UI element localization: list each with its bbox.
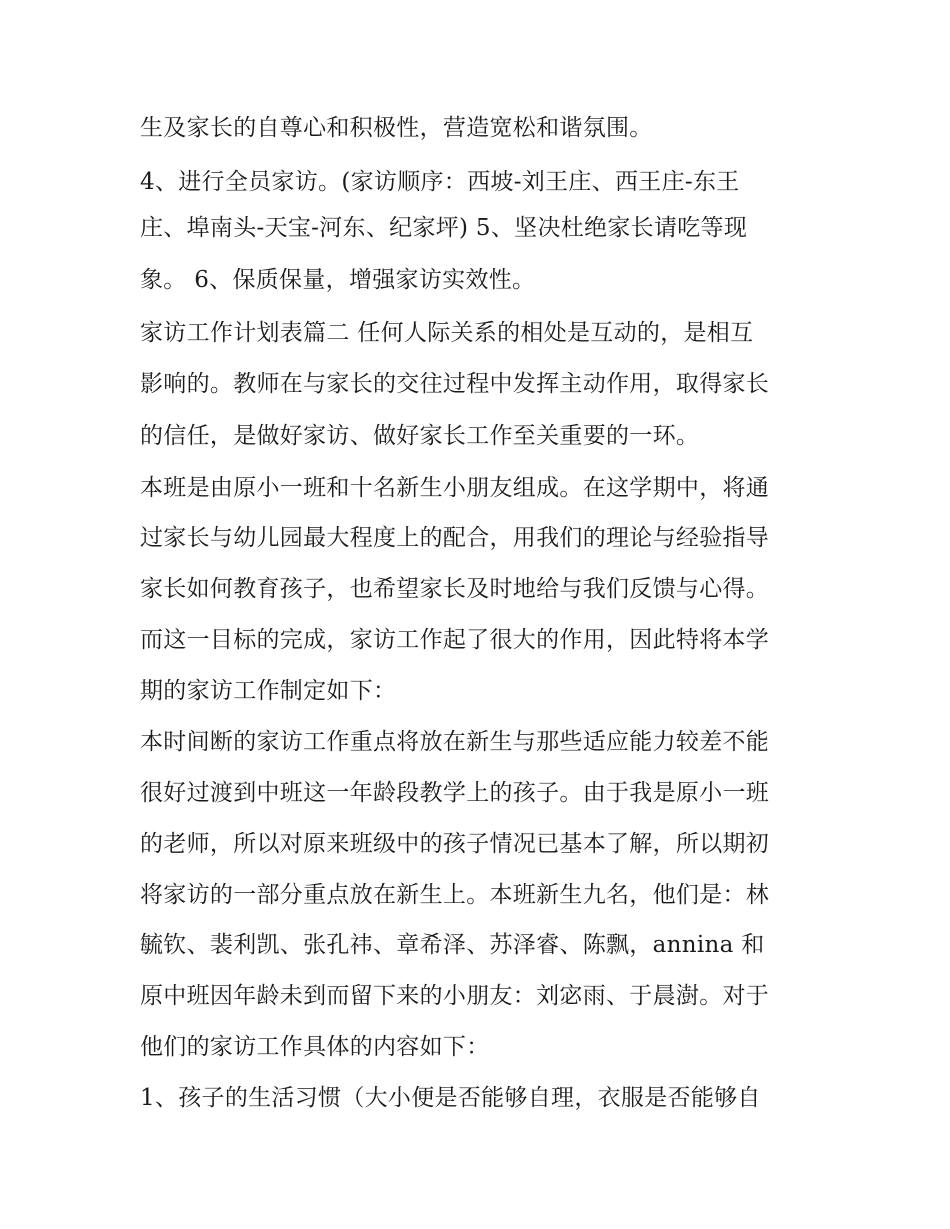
text-line: 本时间断的家访工作重点将放在新生与那些适应能力较差不能 [140, 729, 770, 755]
text-line: 过家长与幼儿园最大程度上的配合，用我们的理论与经验指导 [140, 525, 770, 551]
text-line: 4、进行全员家访。(家访顺序：西坡-刘王庄、西王庄-东王 [140, 169, 740, 195]
text-line: 他们的家访工作具体的内容如下： [140, 1034, 490, 1060]
text-line: 毓钦、裴利凯、张孔祎、章希泽、苏泽睿、陈飘，annina 和 [140, 932, 765, 958]
text-line: 的信任，是做好家访、做好家长工作至关重要的一环。 [140, 423, 700, 449]
text-line: 家访工作计划表篇二 任何人际关系的相处是互动的，是相互 [140, 320, 754, 346]
text-line: 家长如何教育孩子，也希望家长及时地给与我们反馈与心得。 [140, 576, 770, 602]
text-line: 原中班因年龄未到而留下来的小朋友：刘宓雨、于晨澍。对于 [140, 983, 770, 1009]
text-line: 本班是由原小一班和十名新生小朋友组成。在这学期中，将通 [140, 475, 770, 501]
text-line: 庄、埠南头-天宝-河东、纪家坪) 5、坚决杜绝家长请吃等现 [140, 215, 748, 241]
text-line: 期的家访工作制定如下： [140, 678, 397, 704]
text-line: 而这一目标的完成，家访工作起了很大的作用，因此特将本学 [140, 627, 770, 653]
text-line: 生及家长的自尊心和积极性，营造宽松和谐氛围。 [140, 115, 653, 141]
text-line: 的老师，所以对原来班级中的孩子情况已基本了解，所以期初 [140, 831, 770, 857]
text-line: 影响的。教师在与家长的交往过程中发挥主动作用，取得家长 [140, 371, 770, 397]
text-line: 1、孩子的生活习惯（大小便是否能够自理，衣服是否能够自 [140, 1085, 761, 1111]
text-line: 象。 6、保质保量，增强家访实效性。 [140, 267, 536, 293]
text-line: 很好过渡到中班这一年龄段教学上的孩子。由于我是原小一班 [140, 780, 770, 806]
text-line: 将家访的一部分重点放在新生上。本班新生九名，他们是：林 [140, 882, 770, 908]
